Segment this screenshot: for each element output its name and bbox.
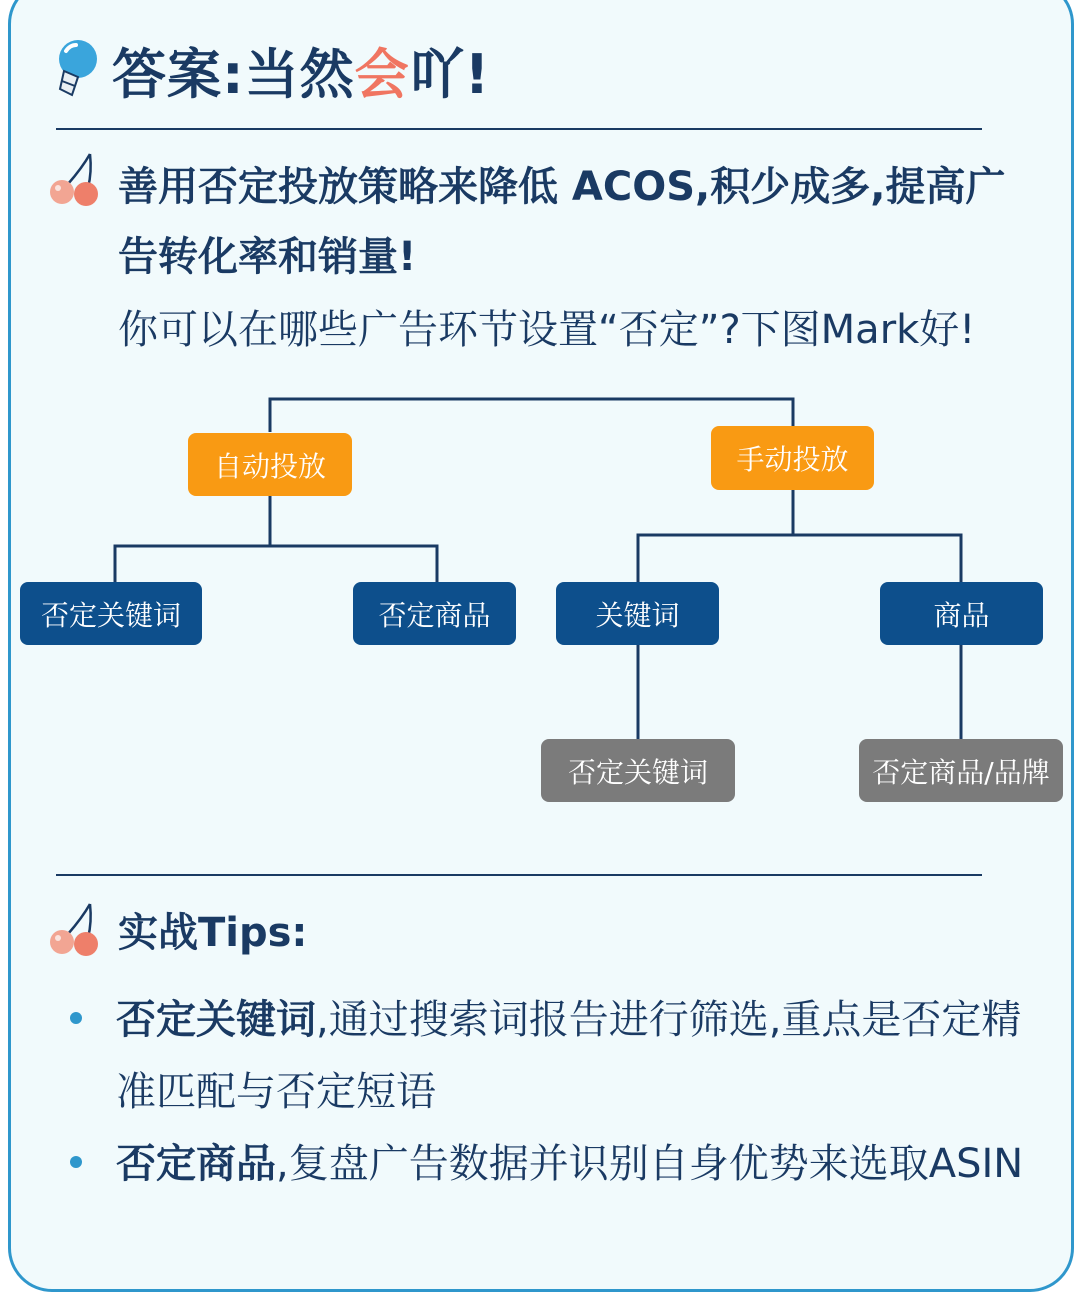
list-item [70,984,1030,1128]
bullet-dot [70,1156,82,1168]
node-manual-targeting: 手动投放 [711,426,874,490]
node-manual-negative-product-brand: 否定商品/品牌 [859,739,1063,802]
cherry-icon [46,900,102,964]
bullet-text [116,984,1030,1128]
bullet-dot [70,1012,82,1024]
section2-heading: 实战Tips: [118,910,308,956]
node-auto-negative-product: 否定商品 [353,582,516,645]
title-highlight: 会 [354,42,410,106]
title-main: 答案:当然 [112,42,355,106]
node-manual-negative-keyword: 否定关键词 [541,739,735,802]
bullet-text [116,1128,1023,1200]
bullet-bold: 否定商品 [116,1141,276,1187]
bullet-body: ,复盘广告数据并识别自身优势来选取ASIN [276,1141,1024,1187]
bullet-body: ,通过搜索词报告进行筛选,重点是否定精准匹配与否定短语 [116,997,1022,1115]
section1-heading: 善用否定投放策略来降低 ACOS,积少成多,提高广告转化率和销量! [118,164,1006,280]
node-auto-targeting: 自动投放 [188,433,352,496]
list-item [70,1128,1030,1200]
divider-bottom [56,874,982,876]
section1-subtext: 你可以在哪些广告环节设置“否定”?下图Mark好! [118,307,976,353]
node-manual-keyword: 关键词 [556,582,719,645]
node-auto-negative-keyword: 否定关键词 [20,582,202,645]
title-tail: 吖! [409,42,491,106]
node-manual-product: 商品 [880,582,1043,645]
bullet-bold: 否定关键词 [116,997,316,1043]
